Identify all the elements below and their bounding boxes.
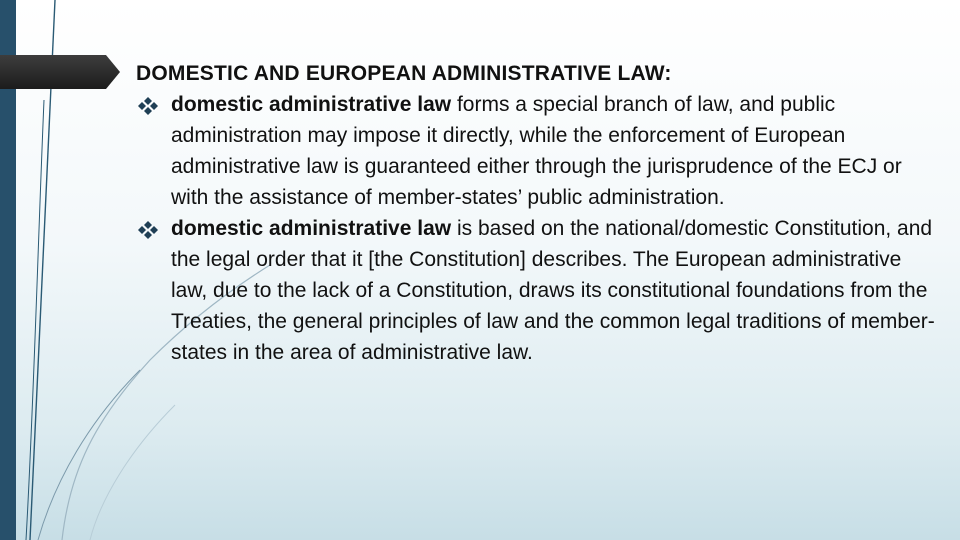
bullet-1-bold-term: domestic administrative law: [171, 93, 452, 116]
deco-line-5: [90, 405, 175, 540]
bullet-2-bold-term: domestic administrative law: [171, 217, 452, 240]
title-tab-marker: [0, 55, 120, 89]
diamond-bullet-icon: [136, 89, 164, 120]
bullet-2-text: is based on the national/domestic Constitution, and the legal order that it [the Constitution] describes. The European administrative law, due to the lack of a Constitution, draws its constitutional foundations from the Treaties, the general principles of law and the common legal traditions of member-states in the area of administrative law.: [171, 217, 935, 364]
bullet-1-text: forms a special branch of law, and public administration may impose it directly, while the enforcement of European administrative law is guaranteed either through the jurisprudence of the ECJ or with the assistance of member-states’ public administration.: [171, 93, 902, 209]
diamond-bullet-icon: [136, 213, 164, 244]
slide-heading: DOMESTIC AND EUROPEAN ADMINISTRATIVE LAW:: [136, 62, 672, 85]
deco-line-4: [38, 370, 140, 540]
slide-content: [136, 58, 936, 368]
bullet-item-2: [136, 213, 936, 368]
bullet-item-1: [136, 89, 936, 213]
deco-line-2: [26, 100, 44, 540]
